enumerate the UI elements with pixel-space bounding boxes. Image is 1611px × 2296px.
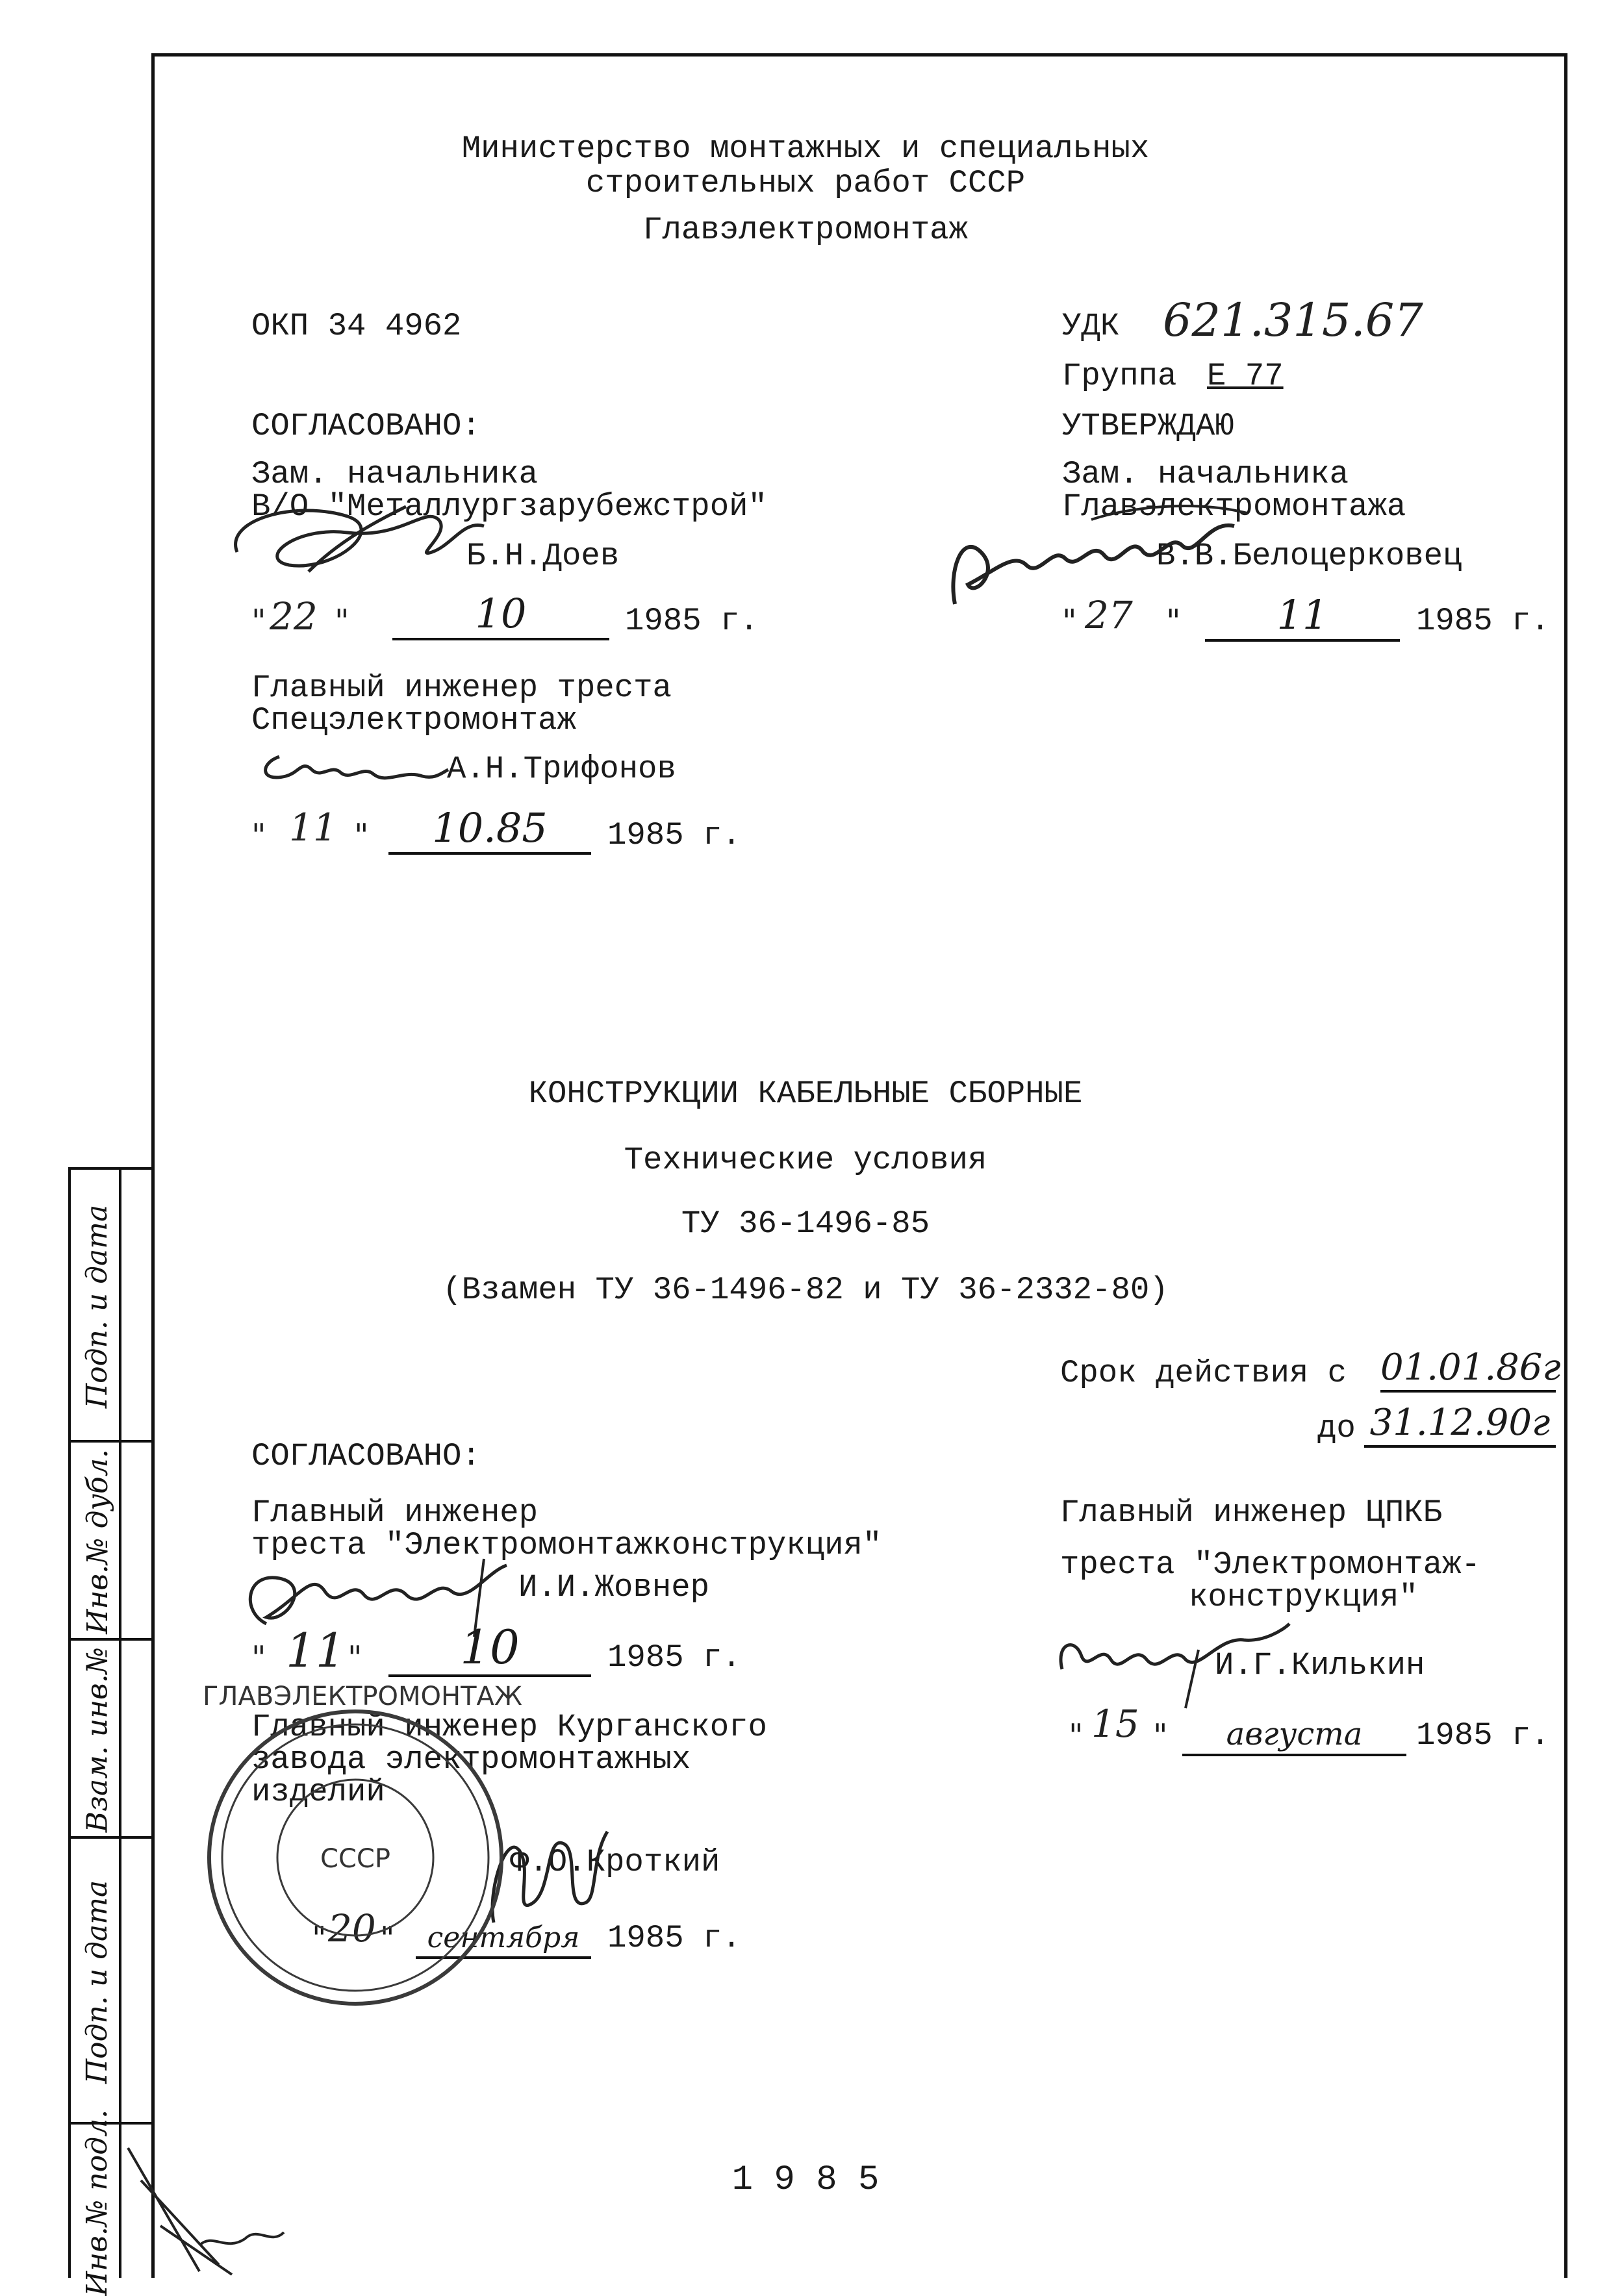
approve-day: 27 [1085,593,1133,637]
ministry-line-1: Министерство монтажных и специальных [461,131,1150,167]
approve-date-open-quote: " [1062,603,1077,640]
document-code: ТУ 36-1496-85 [681,1205,930,1242]
agreed-2-line2: Спецэлектромонтаж [251,702,576,738]
cpkb-date-close-quote: " [1153,1717,1168,1754]
agreed-3-date-close-quote: " [348,1639,362,1676]
cpkb-month-line [1182,1716,1406,1756]
cpkb-line1: Главный инженер ЦПКБ [1060,1495,1443,1531]
okp-code: ОКП 34 4962 [251,308,462,344]
cpkb-day: 15 [1091,1702,1139,1746]
document-replaces: (Взамен ТУ 36-1496-82 и ТУ 36-2332-80) [442,1272,1169,1308]
signature-doev [218,481,497,585]
validity-to-line [1364,1402,1556,1448]
approve-line1: Зам. начальника [1062,456,1349,492]
agreed-4-month: сентября [427,1921,580,1954]
agreed-1-name: Б.Н.Доев [466,538,620,574]
agreed-3-name: И.И.Жовнер [518,1569,710,1606]
validity-from-value: 01.01.86г [1380,1346,1561,1389]
agreed-2-day: 11 [289,805,337,850]
agreed-4-name: Ф.О.Кроткий [510,1844,720,1880]
agreed-2-name: А.Н.Трифонов [447,751,676,787]
agreed-4-date-close-quote: " [380,1920,395,1957]
margin-label-orig-inv: Инв.№ подл. [81,2109,114,2296]
agreed-1-line1: Зам. начальника [251,456,539,492]
margin-cell-dup-inv [68,1440,155,1638]
agreed-1-year: 1985 г. [625,603,759,639]
agreed-1-month: 10 [475,590,527,637]
agreed-3-month: 10 [460,1620,520,1674]
approve-name: В.В.Белоцерковец [1156,538,1462,574]
agreed-3-year: 1985 г. [607,1639,741,1676]
approve-heading: УТВЕРЖДАЮ [1062,408,1234,444]
group-label: Группа [1062,358,1177,394]
agreed-heading-3: СОГЛАСОВАНО: [251,1438,481,1474]
group-value: Е 77 [1207,358,1284,394]
margin-label-dup-inv: Инв.№ дубл. [81,1449,114,1634]
seal-center-text: СССР [320,1844,390,1874]
agreed-2-date-close-quote: " [354,817,369,854]
agreed-4-day: 20 [328,1906,376,1950]
agreed-2-month: 10.85 [432,804,548,852]
agreed-2-date-open-quote: " [251,817,266,854]
agreed-3-date-open-quote: " [251,1639,266,1676]
document-subtitle: Технические условия [624,1142,987,1178]
agreed-4-line1: Главный инженер Курганского [251,1709,767,1745]
cpkb-line2: треста "Электромонтаж- [1060,1546,1480,1583]
margin-label-replace-inv: Взам. инв.№ [81,1646,114,1833]
margin-cell-sign-date-2 [68,1167,155,1440]
approve-month: 11 [1276,591,1328,638]
agreed-4-line2: завода электромонтажных [251,1741,691,1778]
cpkb-date-open-quote: " [1069,1717,1084,1754]
margin-label-sign-date-2: Подп. и дата [81,1204,114,1408]
footer-year: 1 9 8 5 [731,2160,880,2200]
signature-trifonov [247,740,461,792]
document-title: КОНСТРУКЦИИ КАБЕЛЬНЫЕ СБОРНЫЕ [528,1076,1083,1112]
agreed-3-line1: Главный инженер [251,1495,539,1531]
udk-label: УДК [1062,308,1120,344]
margin-cell-replace-inv [68,1638,155,1836]
cpkb-month: августа [1226,1716,1363,1752]
agreed-3-day: 11 [286,1623,346,1678]
agreed-1-line2: В/О "Металлургзарубежстрой" [251,488,767,525]
approve-date-close-quote: " [1166,603,1181,640]
validity-to-label: до [1317,1410,1356,1446]
agreed-2-line1: Главный инженер треста [251,670,672,706]
agreed-1-date-open-quote: " [251,603,266,640]
approve-year: 1985 г. [1416,603,1550,639]
agreed-2-month-line [388,804,591,855]
validity-from-label: Срок действия с [1060,1355,1347,1391]
agreed-1-date-close-quote: " [335,603,349,640]
approve-line2: Главэлектромонтажа [1062,488,1406,525]
margin-label-sign-date-1: Подп. и дата [81,1880,114,2084]
cpkb-name: И.Г.Килькин [1215,1647,1425,1684]
cpkb-year: 1985 г. [1416,1717,1550,1754]
validity-to-value: 31.12.90г [1369,1402,1551,1444]
agreed-3-month-line [388,1620,591,1677]
agreed-1-month-line [392,590,609,640]
agreed-3-line2: треста "Электромонтажконструкция" [251,1527,882,1563]
margin-cell-sign-date-1 [68,1836,155,2122]
ministry-line-2: строительных работ СССР [585,165,1026,201]
organization-name: Главэлектромонтаж [643,212,968,248]
approve-month-line [1205,591,1400,642]
cpkb-line3: конструкция" [1189,1579,1418,1615]
udk-value: 621.315.67 [1163,294,1423,347]
agreed-heading-1: СОГЛАСОВАНО: [251,408,481,444]
agreed-4-year: 1985 г. [607,1920,741,1956]
agreed-4-date-open-quote: " [312,1920,327,1957]
seal-ring-text: ГЛАВЭЛЕКТРОМОНТАЖ [203,1682,522,1711]
agreed-2-year: 1985 г. [607,817,741,853]
margin-stamp-table [68,1167,155,2296]
agreed-4-line3: изделий [251,1774,385,1810]
margin-scribble [121,2128,290,2278]
validity-from-line [1380,1346,1561,1393]
agreed-1-day: 22 [270,594,318,638]
